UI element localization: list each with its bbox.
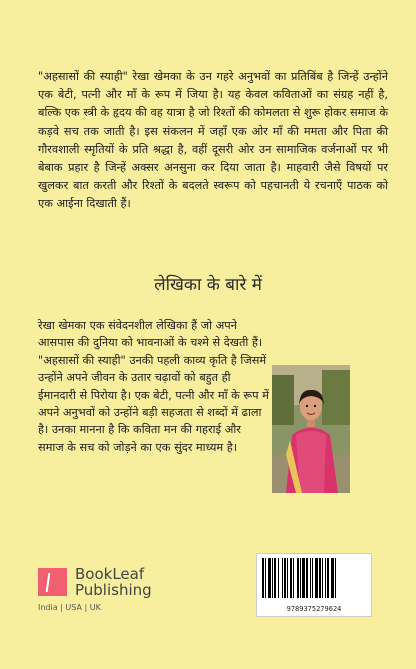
barcode-bars-icon: [262, 558, 366, 598]
leaf-logo-icon: [38, 568, 67, 596]
publisher-logo: [38, 566, 158, 616]
publisher-name-line2: Publishing: [75, 581, 152, 599]
publisher-regions: India | USA | UK: [38, 603, 101, 612]
author-photo: [272, 365, 350, 493]
about-author-heading: लेखिका के बारे में: [154, 275, 262, 295]
isbn-barcode: [256, 553, 372, 617]
isbn-number: 9789375279624: [286, 605, 342, 613]
back-cover-blurb: "अहसासों की स्याही" रेखा खेमका के उन गहरे अनुभवों का प्रतिबिंब है जिन्हें उन्होंने एक बेटी, पत्नी और माँ के रूप में जिया है। यह केवल कविताओं का संग्रह नहीं है, बल्कि एक स्त्री के हृदय की वह यात्रा है जो रिश्तों की कोमलता से शुरू होकर समाज के कड़वे सच तक जाती है। इस संकलन में जहाँ एक ओर माँ की ममता और पिता की गौरवशाली स्मृतियों के प्रति श्रद्धा है, वहीं दूसरी ओर उन सामाजिक वर्जनाओं पर भी बेबाक प्रहार है जिन्हें अक्सर अनसुना कर दिया जाता है। माहवारी जैसे विषयों पर खुलकर बात करती और रिश्तों के बदलते स्वरूप को पहचानती ये रचनाएँ पाठक को एक आईना दिखाती हैं।: [38, 70, 388, 211]
publisher-name: BookLeaf: [75, 565, 145, 583]
about-author-text: रेखा खेमका एक संवेदनशील लेखिका हैं जो अपने आसपास की दुनिया को भावनाओं के चश्मे से देखती हैं। "अहसासों की स्याही" उनकी पहली काव्य कृति है जिसमें उन्होंने अपने जीवन के उतार चढ़ावों को बहुत ही ईमानदारी से पिरोया है। एक बेटी, पत्नी और माँ के रूप में अपने अनुभवों को उन्होंने बड़ी सहजता से शब्दों में ढाला है। उनका मानना है कि कविता मन की गहराई और समाज के सच को जोड़ने का एक सुंदर माध्यम है।: [38, 319, 269, 454]
